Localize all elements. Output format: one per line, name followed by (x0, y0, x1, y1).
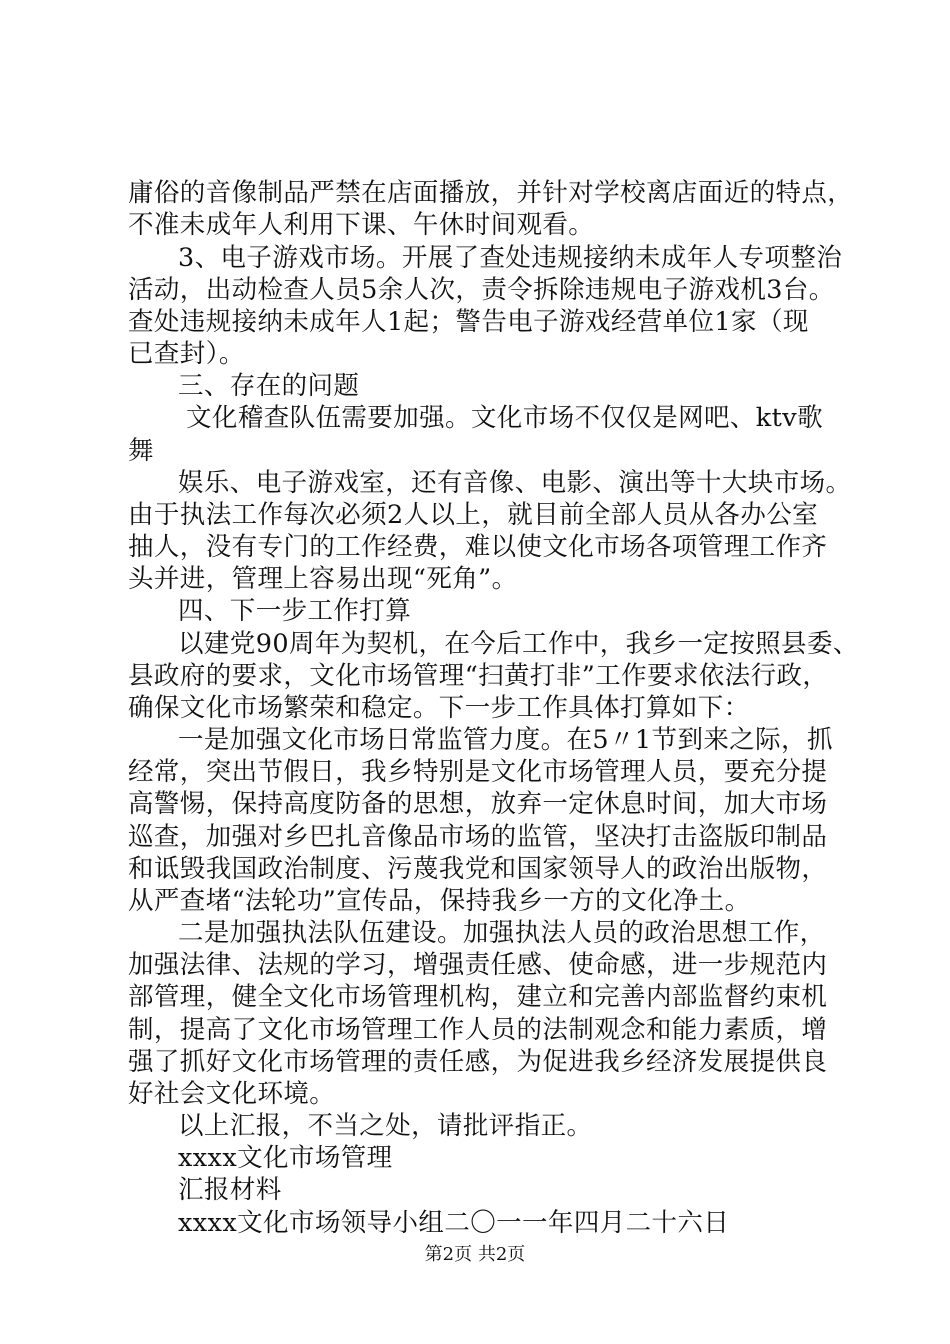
text-line: 以建党90周年为契机，在今后工作中，我乡一定按照县委、 (178, 629, 859, 659)
text-line: 庸俗的音像制品严禁在店面播放，并针对学校离店面近的特点， (128, 178, 854, 208)
text-line: 制，提高了文化市场管理工作人员的法制观念和能力素质，增 (128, 1015, 828, 1045)
signature-date: xxxx文化市场领导小组二〇一一年四月二十六日 (178, 1208, 730, 1238)
text-line: 由于执法工作每次必须2人以上，就目前全部人员从各办公室 (128, 500, 819, 530)
text-line: 和诋毁我国政治制度、污蔑我党和国家领导人的政治出版物， (128, 854, 828, 884)
closing-line: 以上汇报，不当之处，请批评指正。 (178, 1111, 593, 1141)
text-line: 县政府的要求，文化市场管理“扫黄打非”工作要求依法行政， (128, 661, 829, 691)
text-line: 活动，出动检查人员5余人次，责令拆除违规电子游戏机3台。 (128, 275, 835, 305)
text-line: 娱乐、电子游戏室，还有音像、电影、演出等十大块市场。 (178, 468, 852, 498)
section-heading: 三、存在的问题 (178, 371, 360, 401)
signature-org: xxxx文化市场管理 (178, 1143, 393, 1173)
text-line: 部管理，健全文化市场管理机构，建立和完善内部监督约束机 (128, 982, 828, 1012)
text-line: 3、电子游戏市场。开展了查处违规接纳未成年人专项整治 (178, 243, 843, 273)
text-line: 抽人，没有专门的工作经费，难以使文化市场各项管理工作齐 (128, 532, 828, 562)
text-line: 好社会文化环境。 (128, 1079, 336, 1109)
section-heading: 四、下一步工作打算 (178, 596, 412, 626)
text-line: 一是加强文化市场日常监管力度。在5〃1节到来之际，抓 (178, 725, 833, 755)
page-number-footer: 第2页 共2页 (424, 1244, 526, 1265)
signature-title: 汇报材料 (178, 1175, 282, 1205)
text-line: 不准未成年人利用下课、午休时间观看。 (128, 210, 595, 240)
text-line: 文化稽查队伍需要加强。文化市场不仅仅是网吧、ktv歌 (186, 403, 824, 433)
text-line: 已查封）。 (128, 339, 245, 369)
text-line: 巡查，加强对乡巴扎音像品市场的监管，坚决打击盗版印制品 (128, 822, 828, 852)
text-line: 强了抓好文化市场管理的责任感，为促进我乡经济发展提供良 (128, 1047, 828, 1077)
text-line: 加强法律、法规的学习，增强责任感、使命感，进一步规范内 (128, 950, 828, 980)
text-line: 查处违规接纳未成年人1起；警告电子游戏经营单位1家（现 (128, 307, 809, 337)
text-line: 确保文化市场繁荣和稳定。下一步工作具体打算如下： (128, 693, 750, 723)
text-line: 舞 (128, 436, 154, 466)
text-line: 二是加强执法队伍建设。加强执法人员的政治思想工作， (178, 918, 826, 948)
text-line: 头并进，管理上容易出现“死角”。 (128, 564, 518, 594)
text-line: 高警惕，保持高度防备的思想，放弃一定休息时间，加大市场 (128, 789, 828, 819)
text-line: 从严查堵“法轮功”宣传品，保持我乡一方的文化净土。 (128, 886, 751, 916)
text-line: 经常，突出节假日，我乡特别是文化市场管理人员，要充分提 (128, 757, 828, 787)
